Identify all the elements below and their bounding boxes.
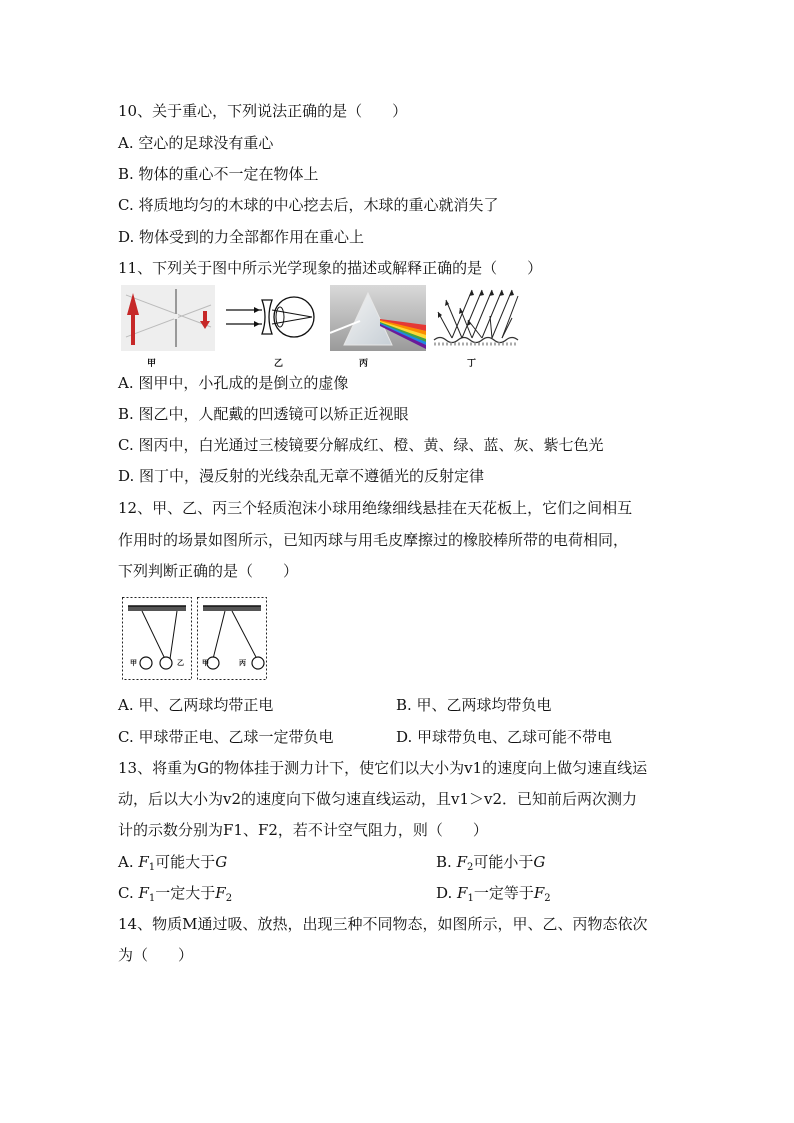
pinhole-figure	[121, 285, 215, 351]
q11-option-c: C. 图丙中，白光通过三棱镜要分解成红、橙、黄、绿、蓝、灰、紫七色光	[118, 436, 604, 454]
q12-option-a: A. 甲、乙两球均带正电	[118, 696, 274, 714]
q14-stem-line2: 为（ ）	[118, 946, 194, 964]
figure-caption-bing: 丙	[359, 359, 369, 369]
pendulum-label-jia-left: 甲	[130, 659, 137, 667]
q12-option-b: B. 甲、乙两球均带负电	[396, 696, 552, 714]
q13-stem-line1: 13、将重为G的物体挂于测力计下，使它们以大小为v1的速度向上做匀速直线运	[118, 759, 648, 777]
q10-option-b: B. 物体的重心不一定在物体上	[118, 165, 319, 183]
q11-option-d: D. 图丁中，漫反射的光线杂乱无章不遵循光的反射定律	[118, 467, 485, 485]
q11-stem: 11、下列关于图中所示光学现象的描述或解释正确的是（ ）	[118, 259, 543, 277]
q12-stem-line2: 作用时的场景如图所示，已知丙球与用毛皮摩擦过的橡胶棒所带的电荷相同，	[118, 531, 629, 549]
q13-stem-line2: 动，后以大小为v2的速度向下做匀速直线运动，且v1＞v2．已知前后两次测力	[118, 790, 638, 808]
eye-lens-figure	[224, 292, 320, 344]
figure-caption-yi: 乙	[274, 359, 284, 369]
q13-option-b: B. $F_2$可能小于G	[436, 853, 546, 873]
q10-stem: 10、关于重心，下列说法正确的是（ ）	[118, 102, 408, 120]
diffuse-reflection-figure	[432, 286, 520, 350]
q12-option-d: D. 甲球带负电、乙球可能不带电	[396, 728, 613, 746]
q11-option-a: A. 图甲中，小孔成的是倒立的虚像	[118, 374, 349, 392]
q14-stem-line1: 14、物质M通过吸、放热，出现三种不同物态，如图所示，甲、乙、丙物态依次	[118, 915, 648, 933]
q13-option-d: D. $F_1$一定等于$F_2$	[436, 884, 551, 904]
q12-stem-line1: 12、甲、乙、丙三个轻质泡沫小球用绝缘细线悬挂在天花板上，它们之间相互	[118, 499, 633, 517]
q13-option-a: A. $F_1$可能大于G	[118, 853, 228, 873]
pendulum-label-jia-right: 甲	[202, 659, 209, 667]
q10-option-a: A. 空心的足球没有重心	[118, 134, 274, 152]
figure-caption-ding: 丁	[467, 359, 477, 369]
figure-caption-jia: 甲	[147, 359, 157, 369]
q12-option-c: C. 甲球带正电、乙球一定带负电	[118, 728, 334, 746]
q11-option-b: B. 图乙中，人配戴的凹透镜可以矫正近视眼	[118, 405, 409, 423]
q13-option-c: C. $F_1$一定大于$F_2$	[118, 884, 233, 904]
pendulum-label-yi: 乙	[177, 659, 184, 667]
prism-figure	[330, 285, 426, 351]
q10-option-d: D. 物体受到的力全部都作用在重心上	[118, 228, 365, 246]
q13-stem-line3: 计的示数分别为F1、F2，若不计空气阻力，则（ ）	[118, 821, 488, 839]
pendulum-label-bing: 丙	[239, 659, 246, 667]
q12-stem-line3: 下列判断正确的是（ ）	[118, 562, 299, 580]
q10-option-c: C. 将质地均匀的木球的中心挖去后，木球的重心就消失了	[118, 196, 499, 214]
